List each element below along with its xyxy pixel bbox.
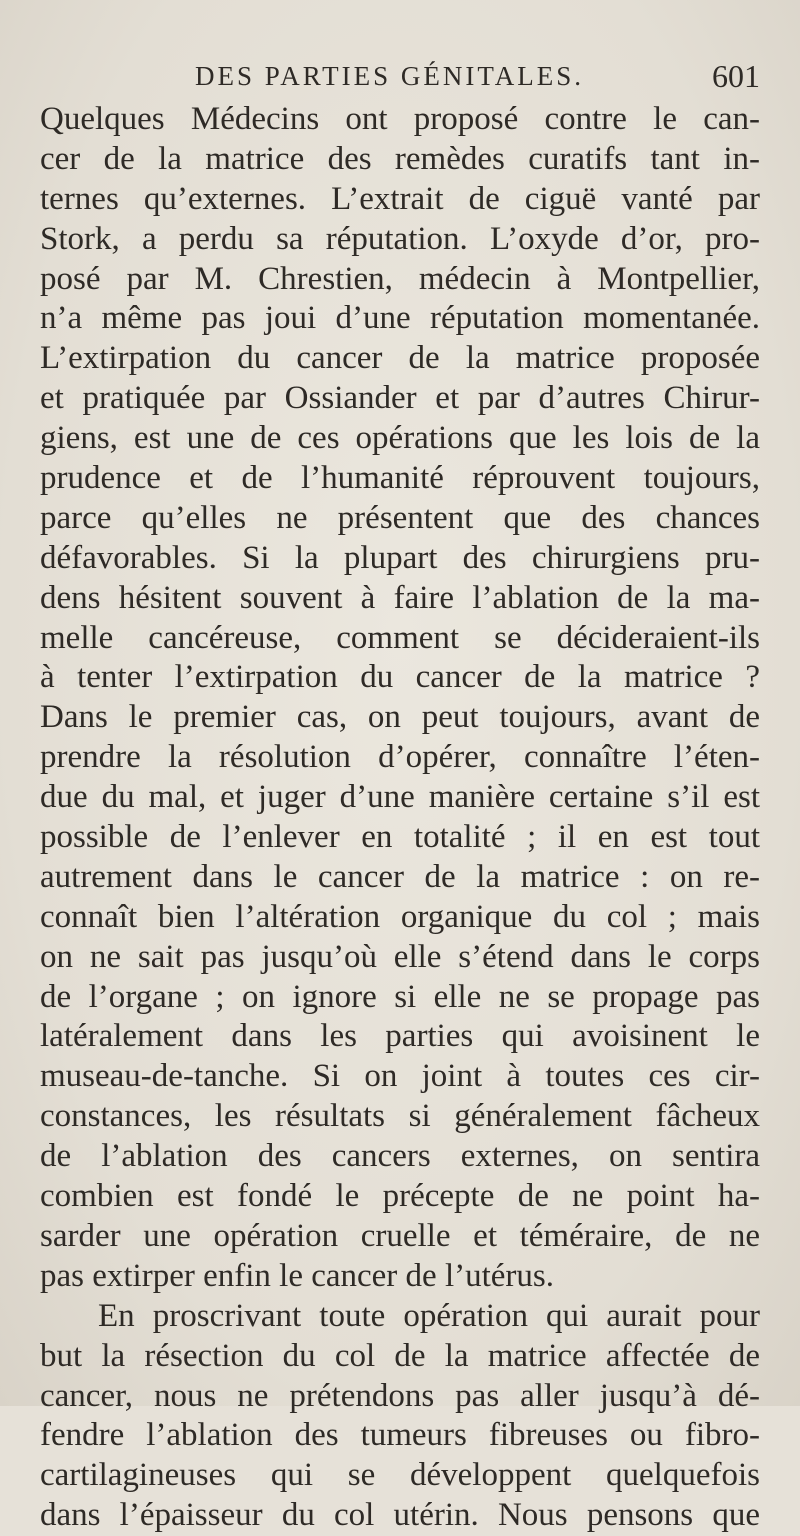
- text-line: but la résection du col de la matrice affectée de: [40, 1337, 760, 1374]
- text-line: possible de l’enlever en totalité ; il en est tout: [40, 819, 760, 856]
- text-line: défavorables. Si la plupart des chirurgiens pru-: [40, 539, 760, 576]
- text-line: fendre l’ablation des tumeurs fibreuses ou fibro-: [40, 1417, 760, 1454]
- text-line: connaît bien l’altération organique du col ; mais: [40, 898, 760, 935]
- text-line: de l’ablation des cancers externes, on sentira: [40, 1138, 760, 1175]
- text-line: giens, est une de ces opérations que les lois de la: [40, 420, 760, 457]
- text-line: autrement dans le cancer de la matrice : on re-: [40, 858, 760, 895]
- text-line: n’a même pas joui d’une réputation momentanée.: [40, 300, 760, 337]
- text-line: posé par M. Chrestien, médecin à Montpellier,: [40, 260, 760, 297]
- text-line: dens hésitent souvent à faire l’ablation de la ma-: [40, 579, 760, 616]
- text-line: En proscrivant toute opération qui aurait pour: [98, 1297, 760, 1334]
- text-line: museau-de-tanche. Si on joint à toutes ces cir-: [40, 1058, 760, 1095]
- running-head: [40, 56, 760, 96]
- text-line: due du mal, et juger d’une manière certaine s’il est: [40, 779, 760, 816]
- text-line: cartilagineuses qui se développent quelquefois: [40, 1457, 760, 1494]
- page-number: 601: [712, 58, 760, 94]
- text-line: dans l’épaisseur du col utérin. Nous pensons que: [40, 1497, 760, 1534]
- text-line: à tenter l’extirpation du cancer de la matrice ?: [40, 659, 760, 696]
- text-line: sarder une opération cruelle et téméraire, de ne: [40, 1217, 760, 1254]
- text-line: cer de la matrice des remèdes curatifs tant in-: [40, 140, 760, 177]
- text-line: ternes qu’externes. L’extrait de ciguë vanté par: [40, 180, 760, 217]
- text-line: combien est fondé le précepte de ne point ha-: [40, 1178, 760, 1215]
- text-line: pas extirper enfin le cancer de l’utérus.: [40, 1257, 554, 1294]
- text-line: Dans le premier cas, on peut toujours, avant de: [40, 699, 760, 736]
- text-line: prendre la résolution d’opérer, connaître l’éten-: [40, 739, 760, 776]
- text-line: melle cancéreuse, comment se décideraient-ils: [40, 619, 760, 656]
- text-line: constances, les résultats si généralement fâcheux: [40, 1098, 760, 1135]
- text-line: prudence et de l’humanité réprouvent toujours,: [40, 460, 760, 497]
- text-line: Stork, a perdu sa réputation. L’oxyde d’or, pro-: [40, 220, 760, 257]
- text-line: de l’organe ; on ignore si elle ne se propage pas: [40, 978, 760, 1015]
- text-line: et pratiquée par Ossiander et par d’autres Chirur-: [40, 380, 760, 417]
- text-line: on ne sait pas jusqu’où elle s’étend dans le corps: [40, 938, 760, 975]
- body-text: [40, 100, 760, 1536]
- text-line: cancer, nous ne prétendons pas aller jusqu’à dé-: [40, 1377, 760, 1414]
- text-line: parce qu’elles ne présentent que des chances: [40, 499, 760, 536]
- text-line: latéralement dans les parties qui avoisinent le: [40, 1018, 760, 1055]
- running-title: DES PARTIES GÉNITALES.: [195, 61, 584, 91]
- text-line: Quelques Médecins ont proposé contre le can-: [40, 101, 760, 137]
- text-line: L’extirpation du cancer de la matrice proposée: [40, 340, 760, 377]
